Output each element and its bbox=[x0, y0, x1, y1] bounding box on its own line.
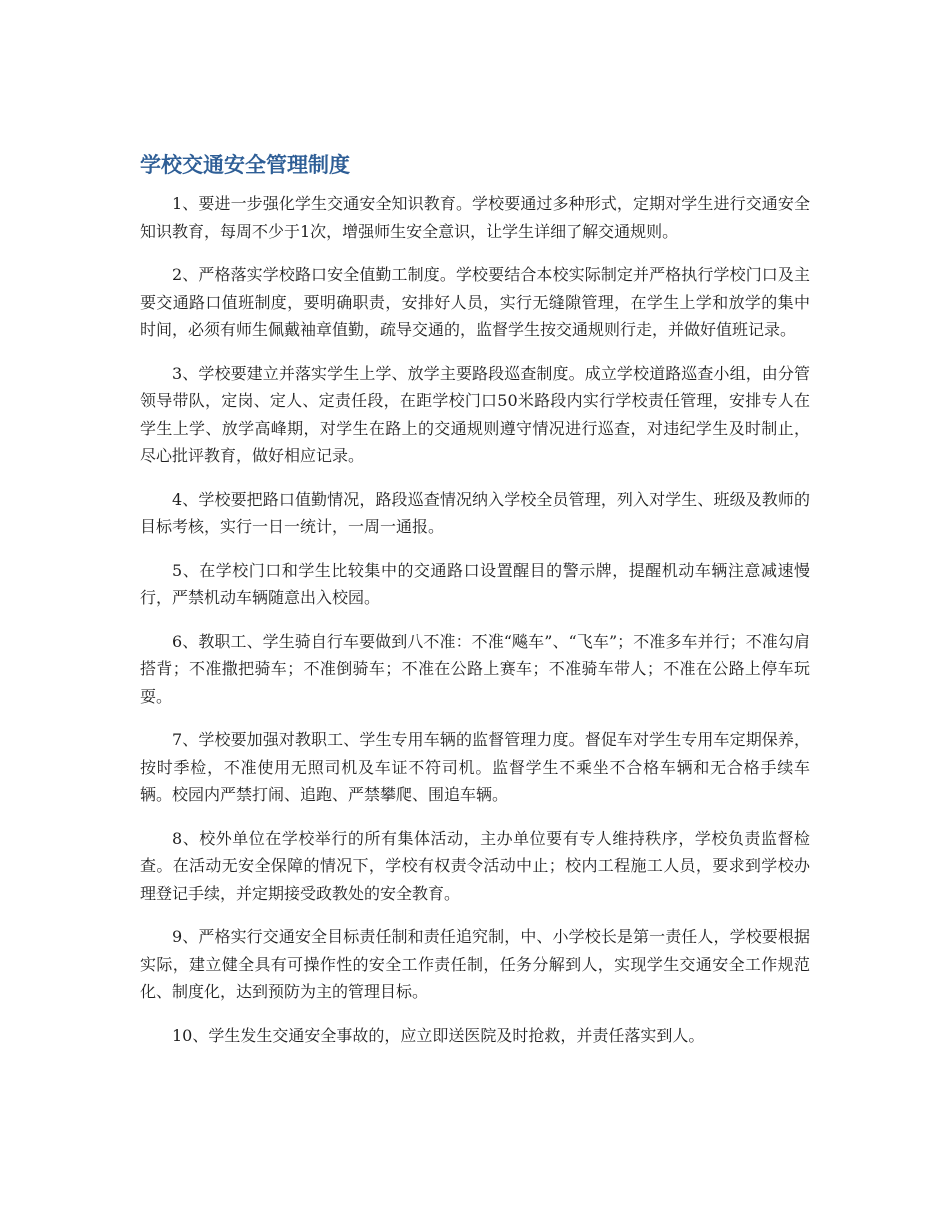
paragraph-9: 9、严格实行交通安全目标责任制和责任追究制，中、小学校长是第一责任人，学校要根据实际，建立健全具有可操作性的安全工作责任制，任务分解到人，实现学生交通安全工作规范化、制度化，达到预防为主的管理目标。 bbox=[140, 927, 810, 1001]
paragraph-10: 10、学生发生交通安全事故的，应立即送医院及时抢救，并责任落实到人。 bbox=[172, 1025, 705, 1045]
paragraph-8: 8、校外单位在学校举行的所有集体活动，主办单位要有专人维持秩序，学校负责监督检查。在活动无安全保障的情况下，学校有权责令活动中止；校内工程施工人员，要求到学校办理登记手续，并定期接受政教处的安全教育。 bbox=[140, 828, 810, 903]
paragraph-6: 6、教职工、学生骑自行车要做到八不准：不准“飚车”、“飞车”；不准多车并行；不准勾肩搭背；不准撒把骑车；不准倒骑车；不准在公路上赛车；不准骑车带人；不准在公路上停车玩耍。 bbox=[140, 631, 810, 706]
paragraph-7: 7、学校要加强对教职工、学生专用车辆的监督管理力度。督促车对学生专用车定期保养，按时季检，不准使用无照司机及车证不符司机。监督学生不乘坐不合格车辆和无合格手续车辆。校园内严禁打闹、追跑、严禁攀爬、围追车辆。 bbox=[140, 730, 810, 804]
paragraph-4: 4、学校要把路口值勤情况，路段巡查情况纳入学校全员管理，列入对学生、班级及教师的目标考核，实行一日一统计，一周一通报。 bbox=[140, 489, 810, 536]
paragraph-2: 2、严格落实学校路口安全值勤工制度。学校要结合本校实际制定并严格执行学校门口及主要交通路口值班制度，要明确职责，安排好人员，实行无缝隙管理，在学生上学和放学的集中时间，必须有师生佩戴袖章值勤，疏导交通的，监督学生按交通规则行走，并做好值班记录。 bbox=[140, 265, 810, 339]
document-title: 学校交通安全管理制度 bbox=[140, 153, 350, 177]
paragraph-3: 3、学校要建立并落实学生上学、放学主要路段巡查制度。成立学校道路巡查小组，由分管领导带队，定岗、定人、定责任段，在距学校门口50米路段内实行学校责任管理，安排专人在学生上学、放学高峰期，对学生在路上的交通规则遵守情况进行巡查，对违纪学生及时制止，尽心批评教育，做好相应记录。 bbox=[140, 363, 810, 465]
paragraph-1: 1、要进一步强化学生交通安全知识教育。学校要通过多种形式，定期对学生进行交通安全知识教育，每周不少于1次，增强师生安全意识，让学生详细了解交通规则。 bbox=[140, 194, 810, 241]
document-body bbox=[140, 150, 810, 1065]
paragraph-5: 5、在学校门口和学生比较集中的交通路口设置醒目的警示牌，提醒机动车辆注意减速慢行，严禁机动车辆随意出入校园。 bbox=[140, 560, 810, 607]
